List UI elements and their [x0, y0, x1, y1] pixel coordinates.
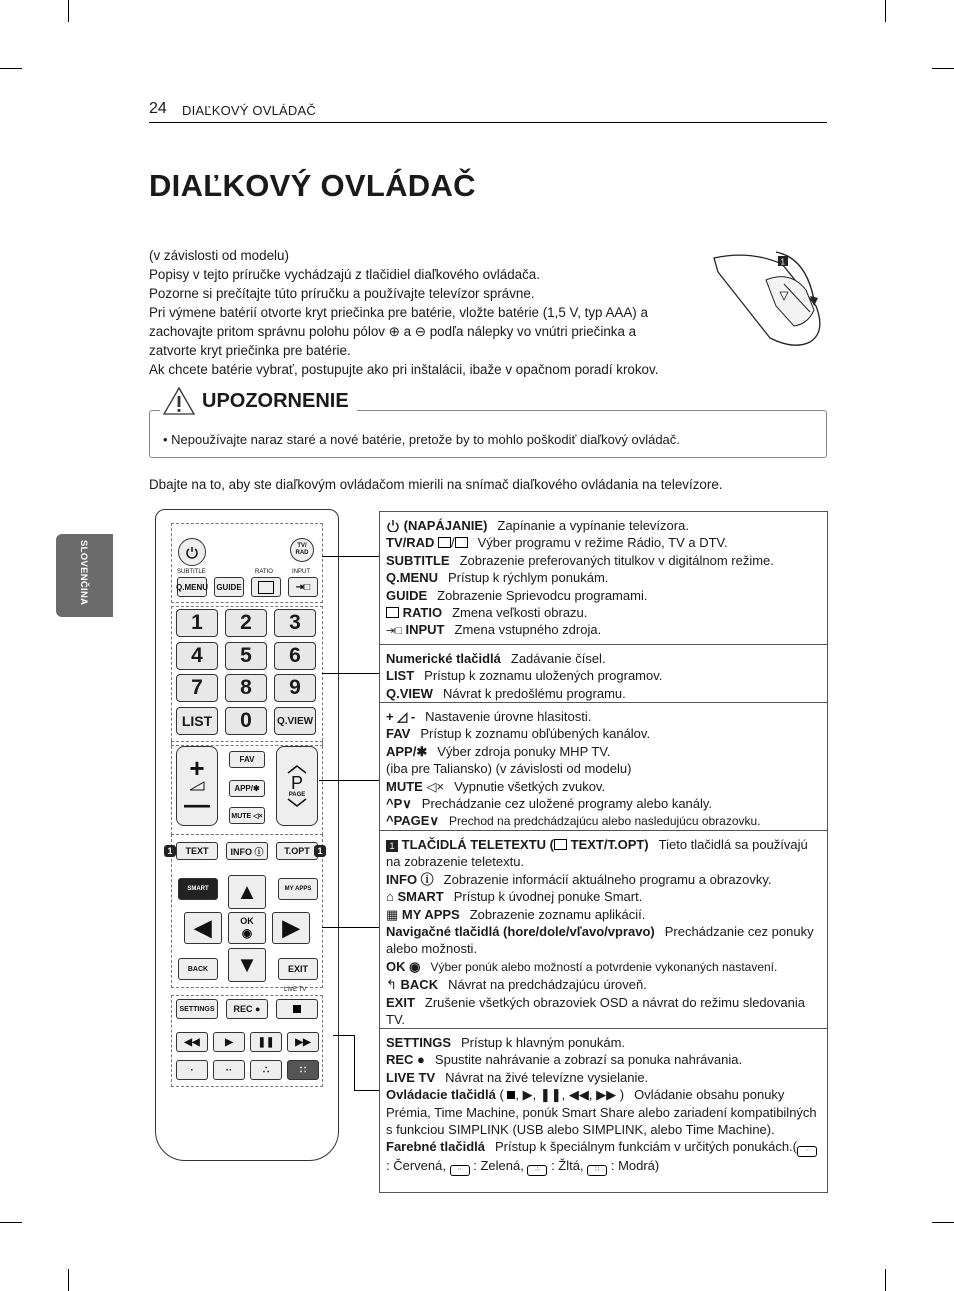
- term: Navigačné tlačidlá (hore/dole/vľavo/vpravo): [386, 924, 655, 940]
- fav-button[interactable]: FAV: [229, 751, 265, 768]
- teletext-badge: 1: [164, 845, 176, 857]
- desc: Prechádzanie cez ponuky alebo možnosti.: [386, 924, 814, 957]
- remote-control-diagram: [155, 509, 339, 1161]
- desc: Prechádzanie cez uložené programy alebo kanály.: [421, 796, 713, 812]
- subtitle-label: SUBTITLE: [177, 569, 206, 575]
- text-button[interactable]: TEXT: [176, 842, 218, 860]
- crop-mark: [932, 1222, 954, 1223]
- term: Farebné tlačidlá: [386, 1139, 485, 1155]
- page-number: 24: [149, 100, 167, 117]
- crop-mark: [885, 0, 886, 22]
- desc: Prechod na predchádzajúcu alebo nasledujúcu obrazovku.: [448, 814, 761, 829]
- arrow-right-icon: ▶: [282, 915, 300, 940]
- desc: Prístup k zoznamu obľúbených kanálov.: [420, 726, 651, 742]
- desc: Vypnutie všetkých zvukov.: [454, 778, 606, 794]
- desc: Výber ponúk alebo možností a potvrdenie vykonaných nastavení.: [430, 959, 778, 974]
- color-name: : Zelená,: [473, 1158, 524, 1174]
- blue-key-icon: ∷: [587, 1165, 607, 1176]
- term: GUIDE: [386, 587, 428, 603]
- caution-title: UPOZORNENIE: [202, 389, 349, 412]
- input-label: INPUT: [292, 569, 310, 575]
- ratio-icon: [386, 607, 399, 618]
- desc: Zadávanie čísel.: [510, 651, 606, 666]
- term: ^PAGE∨: [386, 813, 439, 829]
- channel-rocker[interactable]: [276, 746, 318, 826]
- list-button[interactable]: LIST: [176, 707, 218, 735]
- crop-mark: [0, 1222, 22, 1223]
- desc: Prístup k zoznamu uložených programov.: [424, 668, 663, 684]
- red-button[interactable]: [176, 1060, 208, 1080]
- crop-mark: [68, 0, 69, 22]
- number-9-button[interactable]: 9: [274, 674, 316, 702]
- number-0-button[interactable]: 0: [225, 707, 267, 735]
- green-button[interactable]: [213, 1060, 245, 1080]
- term: TV/RAD: [386, 535, 435, 551]
- term: RATIO: [402, 605, 443, 621]
- radio-icon: [455, 537, 468, 548]
- forward-button[interactable]: [287, 1032, 319, 1052]
- table-row-numbers: [380, 645, 827, 703]
- arrow-down-icon: ▼: [236, 952, 258, 977]
- text-icon: [554, 839, 567, 850]
- term: TEXT/T.OPT): [570, 837, 649, 852]
- power-icon: [386, 519, 400, 532]
- desc: Návrat k predošlému programu.: [442, 685, 626, 701]
- desc: Prístup k hlavným ponukám.: [461, 1035, 626, 1050]
- page-label: PAGE: [288, 792, 306, 798]
- number-6-button[interactable]: 6: [274, 642, 316, 670]
- myapps-button[interactable]: MY APPS: [278, 878, 318, 900]
- caution-heading: [160, 386, 357, 416]
- guide-button[interactable]: GUIDE: [214, 577, 244, 597]
- aim-note: Dbajte na to, aby ste diaľkovým ovládačom mierili na snímač diaľkového ovládania na televízore.: [149, 477, 723, 492]
- play-icon: ▶: [225, 1036, 233, 1048]
- rewind-icon: ◀◀: [184, 1036, 200, 1048]
- yellow-key-icon: ∴: [527, 1165, 547, 1176]
- connector-line: [333, 1035, 354, 1036]
- battery-cover-illustration: [710, 246, 828, 352]
- pause-button[interactable]: [250, 1032, 282, 1052]
- number-4-button[interactable]: 4: [176, 642, 218, 670]
- connector-line: [354, 1090, 379, 1091]
- number-5-button[interactable]: 5: [225, 642, 267, 670]
- header-rule: [149, 122, 827, 123]
- forward-icon: ▶▶: [295, 1036, 311, 1048]
- livetv-button[interactable]: [276, 999, 318, 1019]
- connector-line: [322, 556, 379, 557]
- term: BACK: [400, 977, 439, 993]
- language-tab: [56, 534, 113, 617]
- rewind-button[interactable]: [176, 1032, 208, 1052]
- red-key-icon: ·: [797, 1146, 817, 1157]
- volume-down-icon: —: [184, 789, 210, 819]
- desc: Zobrazenie preferovaných titulkov v digitálnom režime.: [459, 552, 774, 568]
- term: Q.MENU: [386, 570, 438, 586]
- desc: Prístup k rýchlym ponukám.: [448, 570, 609, 586]
- crop-mark: [932, 68, 954, 69]
- rec-button[interactable]: REC ●: [226, 999, 268, 1019]
- crop-mark: [885, 1269, 886, 1291]
- connector-line: [322, 673, 379, 674]
- mute-icon: ◁×: [426, 778, 445, 794]
- desc: Zobrazenie Sprievodcu programami.: [437, 587, 648, 603]
- color-name: : Červená,: [386, 1158, 446, 1174]
- desc: Zmena veľkosti obrazu.: [452, 605, 588, 621]
- term: SMART: [397, 889, 444, 905]
- desc: Zrušenie všetkých obrazoviek OSD a návrat do režimu sledovania TV.: [386, 994, 805, 1028]
- dot4-icon: ∷: [299, 1064, 307, 1076]
- play-button[interactable]: [213, 1032, 245, 1052]
- term: LIST: [386, 668, 415, 684]
- topt-button[interactable]: T.OPT: [276, 842, 318, 860]
- table-row-teletext: [380, 831, 827, 1029]
- desc: Zmena vstupného zdroja.: [454, 622, 602, 638]
- term: FAV: [386, 726, 411, 742]
- input-icon: ⇥□: [386, 625, 402, 638]
- term: + ◿ -: [386, 709, 416, 724]
- number-2-button[interactable]: 2: [225, 609, 267, 637]
- grid-icon: ▦: [386, 906, 399, 922]
- desc: Prístup k úvodnej ponuke Smart.: [453, 889, 643, 905]
- term: Numerické tlačidlá: [386, 651, 501, 666]
- qmenu-button[interactable]: Q.MENU: [177, 577, 207, 597]
- nav-left-button[interactable]: [184, 912, 222, 944]
- number-3-button[interactable]: 3: [274, 609, 316, 637]
- exit-button[interactable]: EXIT: [278, 958, 318, 980]
- ok-icon: ◉: [241, 926, 253, 940]
- stop-icon: [507, 1091, 515, 1099]
- caution-text: • Nepoužívajte naraz staré a nové batérie, pretože by to mohlo poškodiť diaľkový ovládač.: [163, 432, 680, 447]
- section-title: DIAĽKOVÝ OVLÁDAČ: [182, 103, 316, 118]
- qview-button[interactable]: Q.VIEW: [274, 707, 316, 735]
- ratio-label: RATIO: [255, 569, 273, 575]
- page-title: DIAĽKOVÝ OVLÁDAČ: [149, 168, 476, 203]
- rewind-icon: ◀◀: [568, 1087, 589, 1103]
- term: INPUT: [405, 622, 445, 638]
- desc: Zobrazenie informácií aktuálneho programu a obrazovky.: [443, 871, 772, 887]
- desc: Návrat na predchádzajúcu úroveň.: [448, 977, 647, 993]
- intro-line: Pri výmene batérií otvorte kryt priečinka pre batérie, vložte batérie (1,5 V, typ AAA) a: [149, 305, 648, 320]
- language-tab-label: SLOVENČINA: [78, 540, 89, 606]
- app-button[interactable]: APP/✱: [229, 780, 265, 797]
- term: MUTE: [386, 778, 423, 794]
- intro-line: zachovajte pritom správnu polohu pólov ⊕ a ⊖ podľa nálepky vo vnútri priečinka a: [149, 324, 637, 339]
- table-row-volume: [380, 703, 827, 831]
- power-button[interactable]: [178, 538, 206, 566]
- connector-line: [354, 1035, 355, 1091]
- connector-line: [319, 780, 379, 781]
- nav-down-button[interactable]: [228, 948, 266, 982]
- desc: (iba pre Taliansko) (v závislosti od modelu): [386, 761, 632, 777]
- ratio-icon: [258, 581, 274, 594]
- intro-line: zatvorte kryt priečinka pre batérie.: [149, 343, 351, 358]
- desc: Návrat na živé televízne vysielanie.: [445, 1069, 649, 1085]
- pause-icon: ❚❚: [257, 1036, 275, 1048]
- nav-up-button[interactable]: [228, 875, 266, 909]
- yellow-button[interactable]: [250, 1060, 282, 1080]
- warning-icon: [162, 386, 196, 416]
- button-description-table: [379, 511, 828, 1193]
- intro-text: [149, 246, 709, 379]
- desc: Prístup k špeciálnym funkciám v určitých ponukách.(: [494, 1139, 797, 1155]
- term: OK ◉: [386, 958, 421, 974]
- table-row-power: (NAPÁJANIE) Zapínanie a vypínanie televízora. TV/RAD / Výber programu v režime Rádio, TV a DTV. SUBTITLE Zobrazenie preferovaných titulkov v digitálnom režime. Q.MENU Prístup k rýchlym ponukám. GUIDE Zobrazenie Sprievodcu programami. RATIO Zmena veľkosti obrazu. ⇥□ INPUT Zmena vstupného zdroja.: [380, 512, 827, 645]
- term: LIVE TV: [386, 1069, 436, 1085]
- color-name: : Modrá): [610, 1158, 660, 1174]
- stop-icon: [293, 1005, 301, 1013]
- dot3-icon: ∴: [262, 1064, 270, 1076]
- desc: Spustite nahrávanie a zobrazí sa ponuka nahrávania.: [434, 1052, 743, 1068]
- desc: Zobrazenie zoznamu aplikácií.: [469, 906, 646, 922]
- mute-button[interactable]: MUTE ◁×: [229, 807, 265, 824]
- back-button[interactable]: BACK: [178, 958, 218, 980]
- intro-line: Pozorne si prečítajte túto príručku a používajte televízor správne.: [149, 286, 535, 301]
- term: (NAPÁJANIE): [403, 518, 488, 533]
- teletext-badge: 1: [386, 840, 398, 852]
- input-icon: ⇥□: [295, 581, 311, 593]
- term: MY APPS: [401, 906, 460, 922]
- crop-mark: [0, 68, 22, 69]
- color-name: : Žltá,: [551, 1158, 584, 1174]
- ok-button[interactable]: [228, 912, 266, 944]
- term: Q.VIEW: [386, 685, 433, 701]
- term: APP/✱: [386, 743, 428, 759]
- volume-up-icon: +: [189, 753, 205, 783]
- settings-button[interactable]: SETTINGS: [176, 999, 218, 1019]
- p-label: P: [290, 773, 303, 793]
- forward-icon: ▶▶: [596, 1087, 617, 1103]
- term: SETTINGS: [386, 1035, 452, 1050]
- desc: Nastavenie úrovne hlasitosti.: [425, 709, 592, 724]
- term: REC ●: [386, 1052, 425, 1068]
- svg-text:1: 1: [780, 257, 785, 267]
- volume-rocker[interactable]: [176, 746, 218, 826]
- desc: Výber zdroja ponuky MHP TV.: [437, 743, 611, 759]
- chevron-down-icon: [286, 798, 308, 808]
- ratio-button[interactable]: [251, 577, 281, 597]
- intro-line: Ak chcete batérie vybrať, postupujte ako pri inštalácii, ibaže v opačnom poradí krokov.: [149, 362, 659, 377]
- blue-button[interactable]: [287, 1060, 319, 1080]
- term: TLAČIDLÁ TELETEXTU (: [401, 837, 555, 852]
- term: EXIT: [386, 994, 415, 1010]
- intro-line: (v závislosti od modelu): [149, 248, 289, 263]
- tv-icon: [438, 537, 451, 548]
- desc: Zapínanie a vypínanie televízora.: [497, 518, 689, 533]
- power-icon: [185, 545, 199, 559]
- livetv-label: LIVE TV: [284, 987, 307, 993]
- term: SUBTITLE: [386, 552, 450, 568]
- info-button[interactable]: INFO ⓘ: [226, 842, 268, 860]
- arrow-up-icon: ▲: [236, 879, 258, 904]
- crop-mark: [68, 1269, 69, 1291]
- desc: Tieto tlačidlá sa používajú na zobrazenie teletextu.: [386, 837, 808, 870]
- arrow-left-icon: ◀: [194, 915, 212, 940]
- teletext-badge: 1: [314, 845, 326, 857]
- ok-label: OK: [240, 916, 254, 926]
- term: INFO ⓘ: [386, 871, 434, 887]
- home-icon: ⌂: [386, 889, 394, 905]
- term: Ovládacie tlačidlá: [386, 1087, 496, 1103]
- back-icon: ↰: [386, 977, 397, 993]
- number-1-button[interactable]: 1: [176, 609, 218, 637]
- nav-right-button[interactable]: [272, 912, 310, 944]
- dot1-icon: ·: [190, 1064, 194, 1076]
- pause-icon: ❚❚: [539, 1087, 562, 1103]
- desc: Ovládanie obsahu ponuky Prémia, Time Machine, ponúk Smart Share alebo zariadení kompatibilných s funkciou SIMPLINK (USB alebo SIMPLINK, alebo Time Machine).: [386, 1087, 817, 1138]
- number-7-button[interactable]: 7: [176, 674, 218, 702]
- table-row-playback: SETTINGS Prístup k hlavným ponukám. REC ● Spustite nahrávanie a zobrazí sa ponuka nahrávania. LIVE TV Návrat na živé televízne vysielanie. Ovládacie tlačidlá ( , ▶, ❚❚, ◀◀, ▶▶ ) Ovládanie obsahu ponuky Prémia, Time Machine, ponúk Smart Share alebo zariadení kompatibilných s funkciou SIMPLINK (USB alebo SIMPLINK, alebo Time Machine). Farebné tlačidlá Prístup k špeciálnym funkciám v určitých ponukách.( · : Červená, ·· : Zelená, ∴ : Žltá, ∷ : Modrá): [380, 1029, 827, 1193]
- input-button[interactable]: [288, 577, 318, 597]
- dot2-icon: ··: [225, 1064, 233, 1076]
- green-key-icon: ··: [450, 1165, 470, 1176]
- intro-line: Popisy v tejto príručke vychádzajú z tlačidiel diaľkového ovládača.: [149, 267, 540, 282]
- tvrad-button[interactable]: TV/ RAD: [290, 538, 314, 562]
- smart-button[interactable]: SMART: [178, 878, 218, 900]
- play-icon: ▶: [522, 1087, 533, 1103]
- desc: Výber programu v režime Rádio, TV a DTV.: [477, 535, 728, 551]
- number-8-button[interactable]: 8: [225, 674, 267, 702]
- connector-line: [322, 927, 379, 928]
- term: ^P∨: [386, 796, 412, 812]
